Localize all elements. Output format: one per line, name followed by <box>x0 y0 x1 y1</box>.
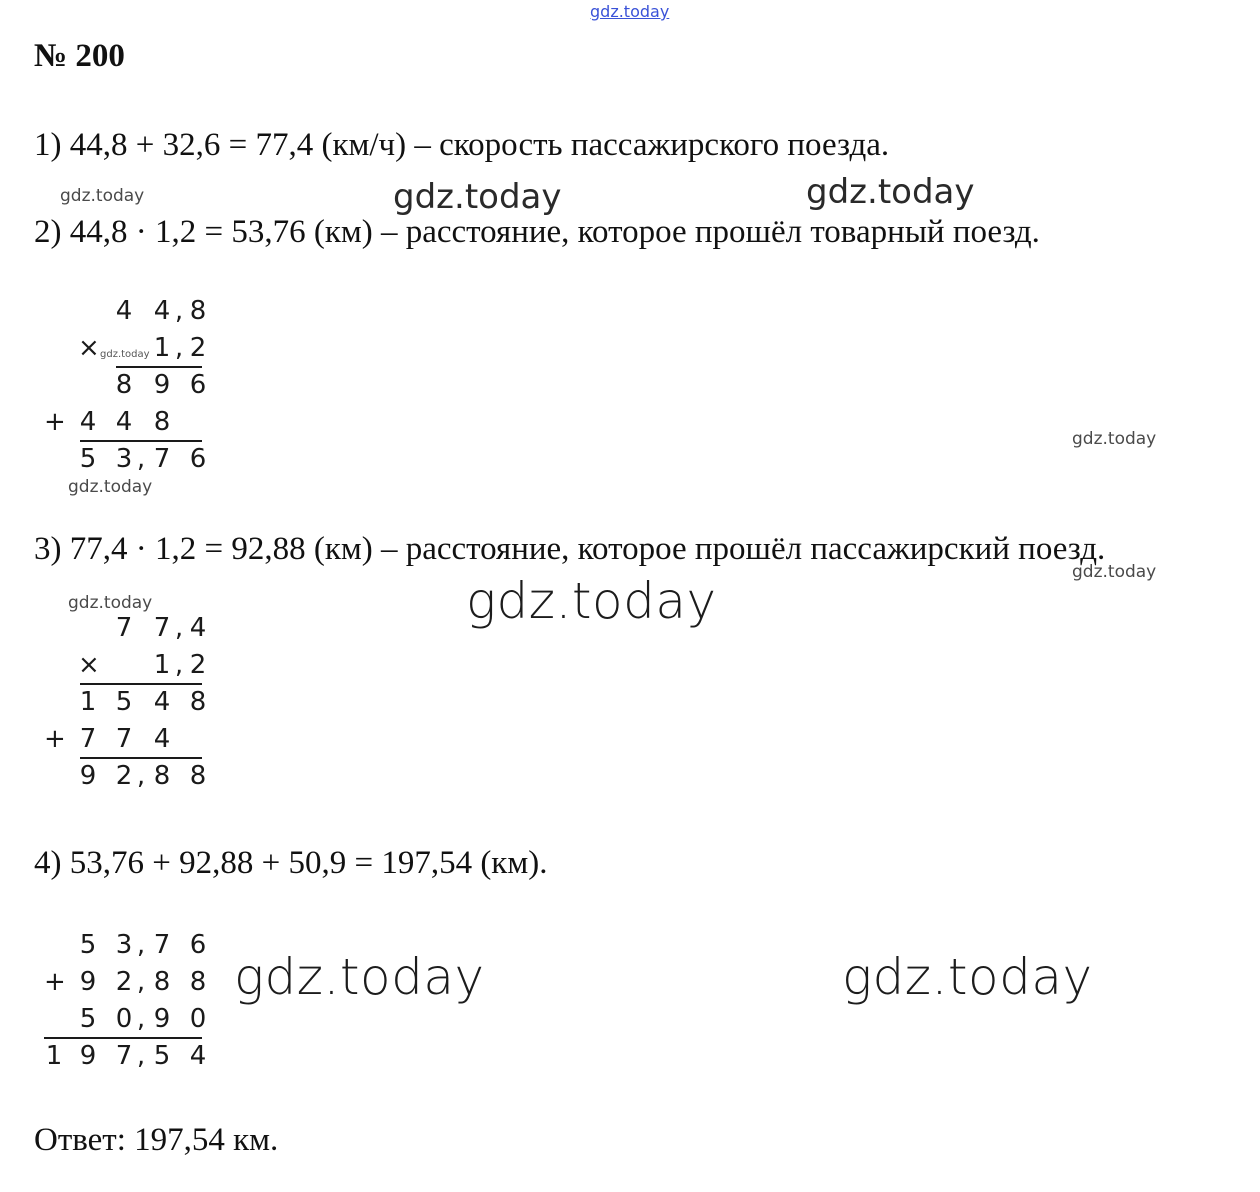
digit: 4 <box>79 407 97 437</box>
multiply-sign: × <box>78 650 100 680</box>
calc2-rule-1 <box>80 683 202 685</box>
digit: 8 <box>153 407 171 437</box>
digit: 9 <box>79 1041 97 1071</box>
answer-text: Ответ: 197,54 км. <box>34 1122 279 1158</box>
digit: 2 <box>189 650 207 680</box>
digit: 3 <box>115 930 133 960</box>
calc3-row-sum <box>45 1041 260 1078</box>
digit: 6 <box>189 930 207 960</box>
digit: 0 <box>115 1004 133 1034</box>
calc3-rule <box>44 1037 202 1039</box>
digit: 6 <box>189 444 207 474</box>
digit: 1 <box>79 687 97 717</box>
decimal-comma: , <box>136 444 146 474</box>
watermark: gdz.today <box>842 948 1093 1006</box>
digit: 1 <box>45 1041 63 1071</box>
digit: 4 <box>153 687 171 717</box>
digit: 4 <box>115 296 133 326</box>
digit: 8 <box>189 687 207 717</box>
digit: 5 <box>79 1004 97 1034</box>
decimal-comma: , <box>136 1041 146 1071</box>
digit: 9 <box>79 761 97 791</box>
watermark: gdz.today <box>1072 429 1157 449</box>
digit: 7 <box>153 444 171 474</box>
calc1-row-partial-1 <box>80 370 260 407</box>
calc1-rule-1 <box>116 366 202 368</box>
digit: 7 <box>115 1041 133 1071</box>
watermark: gdz.today <box>60 186 145 206</box>
digit: 6 <box>189 370 207 400</box>
step-4-text: 4) 53,76 + 92,88 + 50,9 = 197,54 (км). <box>34 845 548 881</box>
digit: 8 <box>153 761 171 791</box>
digit: 8 <box>115 370 133 400</box>
column-multiplication-2 <box>44 613 220 803</box>
decimal-comma: , <box>174 333 184 363</box>
step-3-text: 3) 77,4 · 1,2 = 92,88 (км) – расстояние, которое прошёл пассажирский поезд. <box>34 531 1106 567</box>
digit: 5 <box>79 930 97 960</box>
step-2-text: 2) 44,8 · 1,2 = 53,76 (км) – расстояние, которое прошёл товарный поезд. <box>34 214 1040 250</box>
watermark: gdz.today <box>466 572 717 630</box>
digit: 4 <box>189 613 207 643</box>
digit: 2 <box>115 967 133 997</box>
digit: 2 <box>115 761 133 791</box>
calc1-row-result <box>80 444 260 481</box>
calc2-row-multiplier <box>80 650 260 687</box>
digit: 3 <box>115 444 133 474</box>
digit: 0 <box>189 1004 207 1034</box>
calc1-rule-2 <box>80 440 202 442</box>
digit: 4 <box>115 407 133 437</box>
decimal-comma: , <box>174 613 184 643</box>
digit: 8 <box>189 967 207 997</box>
calc3-row-addend-1 <box>80 930 260 967</box>
watermark: gdz.today <box>100 349 150 360</box>
digit: 7 <box>79 724 97 754</box>
decimal-comma: , <box>136 761 146 791</box>
digit: 7 <box>153 613 171 643</box>
digit: 7 <box>115 724 133 754</box>
digit: 4 <box>153 296 171 326</box>
calc2-row-partial-1 <box>80 687 260 724</box>
digit: 8 <box>153 967 171 997</box>
digit: 2 <box>189 333 207 363</box>
digit: 5 <box>79 444 97 474</box>
calc1-row-multiplicand <box>80 296 260 333</box>
digit: 8 <box>189 296 207 326</box>
watermark: gdz.today <box>806 172 975 212</box>
calc2-row-multiplicand <box>80 613 260 650</box>
multiply-sign: × <box>78 333 100 363</box>
digit: 8 <box>189 761 207 791</box>
digit: 1 <box>153 650 171 680</box>
column-addition <box>44 930 220 1080</box>
calc2-rule-2 <box>80 757 202 759</box>
digit: 7 <box>153 930 171 960</box>
digit: 9 <box>79 967 97 997</box>
watermark: gdz.today <box>393 177 562 217</box>
digit: 5 <box>115 687 133 717</box>
watermark: gdz.today <box>68 593 153 613</box>
decimal-comma: , <box>136 1004 146 1034</box>
digit: 4 <box>153 724 171 754</box>
digit: 9 <box>153 1004 171 1034</box>
step-1-text: 1) 44,8 + 32,6 = 77,4 (км/ч) – скорость пассажирского поезда. <box>34 127 890 163</box>
plus-sign: + <box>44 724 66 754</box>
digit: 4 <box>189 1041 207 1071</box>
digit: 1 <box>153 333 171 363</box>
calc3-row-addend-2 <box>44 967 260 1004</box>
decimal-comma: , <box>174 296 184 326</box>
calc1-row-partial-2 <box>44 407 260 444</box>
plus-sign: + <box>44 967 66 997</box>
digit: 5 <box>153 1041 171 1071</box>
decimal-comma: , <box>136 967 146 997</box>
plus-sign: + <box>44 407 66 437</box>
watermark-top-link: gdz.today <box>590 2 670 21</box>
column-multiplication-1 <box>44 296 220 486</box>
calc2-row-result <box>80 761 260 798</box>
watermark: gdz.today <box>68 477 153 497</box>
watermark: gdz.today <box>234 948 485 1006</box>
digit: 7 <box>115 613 133 643</box>
calc2-row-partial-2 <box>44 724 260 761</box>
calc3-row-addend-3 <box>80 1004 260 1041</box>
decimal-comma: , <box>136 930 146 960</box>
decimal-comma: , <box>174 650 184 680</box>
problem-title: № 200 <box>34 38 125 74</box>
watermark: gdz.today <box>1072 562 1157 582</box>
digit: 9 <box>153 370 171 400</box>
